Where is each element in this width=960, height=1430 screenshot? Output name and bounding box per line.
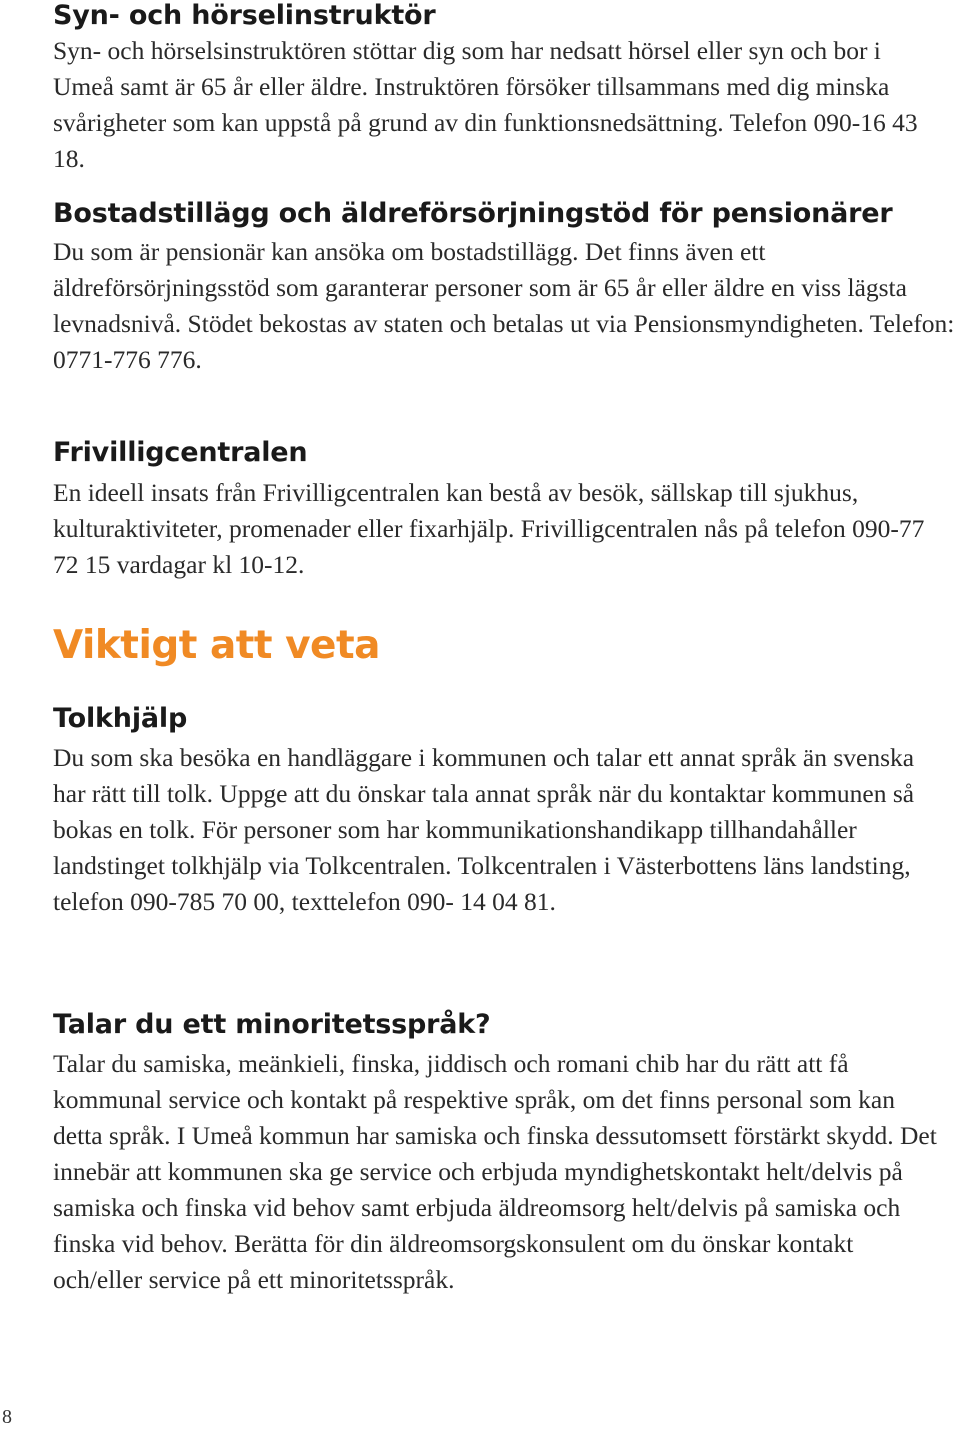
subsection-heading-tolkhjalp: Tolkhjälp	[53, 703, 188, 734]
subsection-body-minoritetssprak: Talar du samiska, meänkieli, finska, jiddisch och romani chib har du rätt att få kommunal service och kontakt på respektive språk, om det finns personal som kan detta språk. I Umeå kommun har samiska och finska dessutomsett förstärkt skydd. Det innebär att kommunen ska ge service och erbjuda myndighetskontakt helt/delvis på samiska och finska vid behov samt erbjuda äldreomsorg helt/delvis på samiska och finska vid behov. Berätta för din äldreomsorgskonsulent om du önskar kontakt och/eller service på ett minoritetsspråk.	[53, 1049, 937, 1294]
section-heading-bostadstillagg: Bostadstillägg och äldreförsörjningstöd för pensionärer	[53, 198, 893, 229]
section-body-bostadstillagg: Du som är pensionär kan ansöka om bostadstillägg. Det finns även ett äldreförsörjningsstöd som garanterar personer som är 65 år eller äldre en viss lägsta levnadsnivå. Stödet bekostas av staten och betalas ut via Pensionsmyndigheten. Telefon: 0771-776 776.	[53, 237, 955, 374]
section-heading-syn-horsel: Syn- och hörselinstruktör	[53, 0, 436, 31]
section-body-syn-horsel: Syn- och hörselsinstruktören stöttar dig som har nedsatt hörsel eller syn och bor i Umeå samt är 65 år eller äldre. Instruktören försöker tillsammans med dig minska svårigheter som kan uppstå på grund av din funktionsnedsättning. Telefon 090-16 43 18.	[53, 36, 918, 173]
section-body-frivilligcentralen: En ideell insats från Frivilligcentralen kan bestå av besök, sällskap till sjukhus, kulturaktiviteter, promenader eller fixarhjälp. Frivilligcentralen nås på telefon 090-77 72 15 vardagar kl 10-12.	[53, 478, 925, 579]
subsection-heading-minoritetssprak: Talar du ett minoritetsspråk?	[53, 1009, 491, 1040]
subsection-body-tolkhjalp: Du som ska besöka en handläggare i kommunen och talar ett annat språk än svenska har rätt till tolk. Uppge att du önskar tala annat språk när du kontaktar kommunen så bokas en tolk. För personer som har kommunikationshandikapp tillhandahåller landstinget tolkhjälp via Tolkcentralen. Tolkcentralen i Västerbottens läns landsting, telefon 090-785 70 00, texttelefon 090- 14 04 81.	[53, 743, 915, 916]
section-heading-frivilligcentralen: Frivilligcentralen	[53, 437, 308, 468]
page-number: 8	[2, 1406, 12, 1428]
important-title: Viktigt att veta	[53, 623, 380, 668]
